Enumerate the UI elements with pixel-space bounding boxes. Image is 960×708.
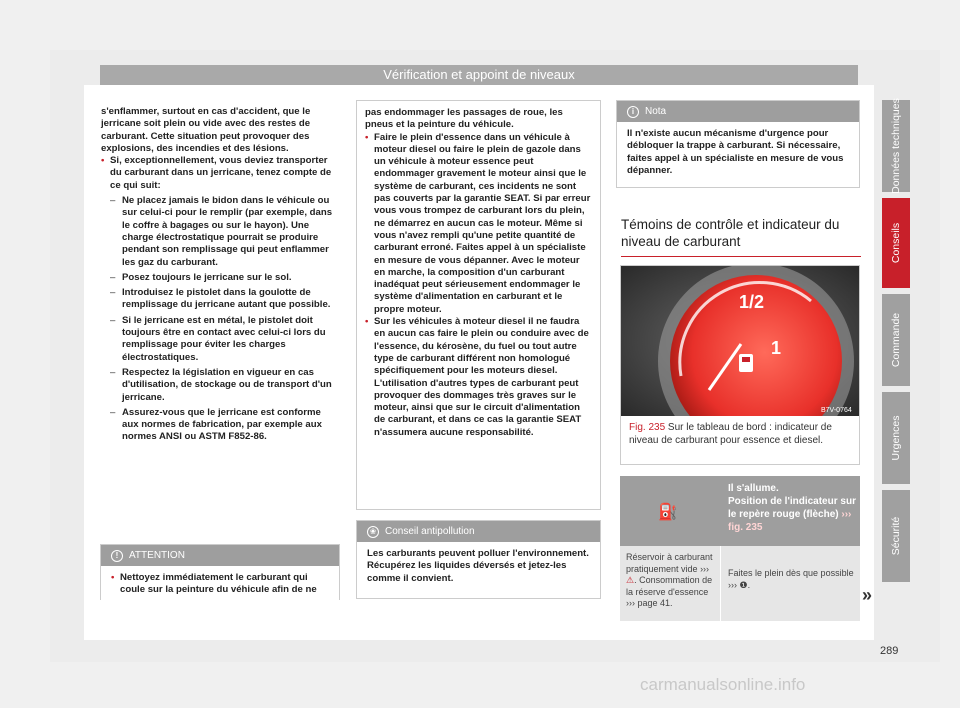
col1-dash-2: – Posez toujours le jerricane sur le sol.: [101, 272, 335, 284]
col1-dash-5: – Respectez la législation en vigueur en cas d'utilisation, de stockage ou de transport d'un jerricane.: [101, 367, 335, 404]
col2-bullet-1: • Faire le plein d'essence dans un véhicule à moteur diesel ou faire le plein de gazole dans un véhicule à moteur essence peut endommager gravement le moteur ainsi que le système de carburant, ces incidents ne sont pas couverts par la garantie SEAT. Si par erreur vous vous trompez de carburant lors du plein, ne démarrez en aucun cas le moteur. Même si vous n'avez rempli qu'une petite quantité de carburant erroné. Faites appel à un spécialiste en mesure de vous dépanner. Avec le moteur en marche, la composition d'un carburant inadéquat peut sérieusement endommager le système d'alimentation en carburant et le propre moteur.: [365, 132, 592, 316]
attention-text: • Nettoyez immédiatement le carburant qui coule sur la peinture du véhicule afin de ne: [111, 572, 331, 597]
gauge-half-label: 1/2: [739, 292, 765, 312]
table-head-ref[interactable]: ››› fig. 235: [728, 509, 852, 533]
eco-header: [357, 521, 600, 542]
nota-text: Il n'existe aucun mécanisme d'urgence pour débloquer la trappe à carburant. Si nécessaire, faites appel à un spécialiste en mesure de vous dépanner.: [627, 128, 844, 176]
nota-label: Nota: [645, 106, 667, 117]
col1-intro: s'enflammer, surtout en cas d'accident, que le jerricane soit plein ou vide avec des restes de carburant. Cette situation peut provoquer des explosions, des incendies et des lésions.: [101, 106, 311, 154]
watermark: carmanualsonline.info: [640, 675, 806, 694]
col1-dash-3: – Introduisez le pistolet dans la goulotte de remplissage du jerricane autant que possible.: [101, 287, 335, 312]
eco-label: Conseil antipollution: [385, 526, 475, 537]
table-divider: [720, 546, 721, 621]
tab-commande[interactable]: Commande: [882, 294, 910, 386]
fuel-pump-icon: [739, 354, 753, 372]
next-page-marker: »: [862, 585, 873, 605]
warning-triangle-icon: ⚠: [626, 575, 635, 585]
attention-label: ATTENTION: [129, 550, 185, 561]
col1-dash-6: – Assurez-vous que le jerricane est conforme aux normes de fabrication, par exemple aux normes ANSI ou ASTM F852-86.: [101, 407, 335, 444]
leaf-icon: ❀: [367, 526, 379, 538]
nota-box: [616, 100, 860, 188]
tab-donnees-techniques[interactable]: Données techniques: [882, 100, 910, 192]
fuel-gauge-image: [621, 266, 859, 416]
col1-bullet: • Si, exceptionnellement, vous deviez transporter du carburant dans un jerricane, tenez compte de ce qui suit:: [101, 155, 335, 192]
warning-circle-icon: !: [111, 550, 123, 562]
figure-number: Fig. 235: [629, 422, 666, 433]
tab-conseils[interactable]: Conseils: [882, 198, 910, 288]
section-title: Témoins de contrôle et indicateur du niveau de carburant: [621, 216, 861, 257]
figure-code: B7V-0764: [821, 407, 852, 414]
col2-bullet-2: • Sur les véhicules à moteur diesel il ne faudra en aucun cas faire le plein ou conduire avec de l'essence, du kérosène, du fuel ou tout autre type de carburant différent non homologué spécifiquement pour les moteurs diesel. L'utilisation d'autres types de carburant peut provoquer des dommages très graves sur le moteur, ainsi que sur le circuit d'alimentation de carburant, et dans ce cas la garantie SEAT n'assumera aucune responsabilité.: [365, 316, 592, 439]
column-1: [101, 106, 335, 444]
figure-caption-text: Sur le tableau de bord : indicateur de niveau de carburant pour essence et diesel.: [629, 422, 832, 446]
col1-dash-1: – Ne placez jamais le bidon dans le véhicule ou sur celui-ci pour le remplir (par exemple, dans le coffre à bagages ou sur le hayon). Une charge électrostatique pourrait se produire pendant son remplissage qui peut enflammer les gaz du carburant.: [101, 195, 335, 269]
attention-header: [101, 545, 339, 566]
nota-header: [617, 101, 859, 122]
table-cell-situation: Réservoir à carburant pratiquement vide ››› ⚠. Consommation de la réserve d'essence ››› page 41.: [626, 552, 713, 608]
figure-235: [620, 265, 860, 465]
fuel-pump-icon: ⛽: [658, 504, 678, 521]
attention-circle-icon: ❶: [739, 579, 748, 590]
figure-caption: [629, 422, 855, 447]
indicator-table-header: [620, 476, 860, 546]
page-number: 289: [880, 645, 899, 657]
tab-urgences[interactable]: Urgences: [882, 392, 910, 484]
table-head-line2: Position de l'indicateur sur le repère rouge (flèche) ››› fig. 235: [728, 496, 856, 533]
column-2-box: [356, 100, 601, 510]
gauge-full-label: 1: [771, 338, 782, 358]
table-cell-action: Faites le plein dès que possible ››› ❶.: [728, 568, 854, 590]
info-icon: i: [627, 106, 639, 118]
eco-box: [356, 520, 601, 599]
page-header: Vérification et appoint de niveaux: [100, 65, 858, 85]
tab-securite[interactable]: Sécurité: [882, 490, 910, 582]
attention-box: [100, 544, 340, 600]
indicator-table-row: [620, 546, 860, 621]
col2-intro: pas endommager les passages de roue, les pneus et la peinture du véhicule.: [365, 107, 563, 131]
eco-text: Les carburants peuvent polluer l'environnement. Récupérez les liquides déversés et jetez-les comme il convient.: [367, 548, 589, 584]
table-head-line1: Il s'allume.: [728, 483, 779, 494]
col1-dash-4: – Si le jerricane est en métal, le pistolet doit toujours être en contact avec celui-ci lors du remplissage pour éviter les charges électrostatiques.: [101, 315, 335, 364]
